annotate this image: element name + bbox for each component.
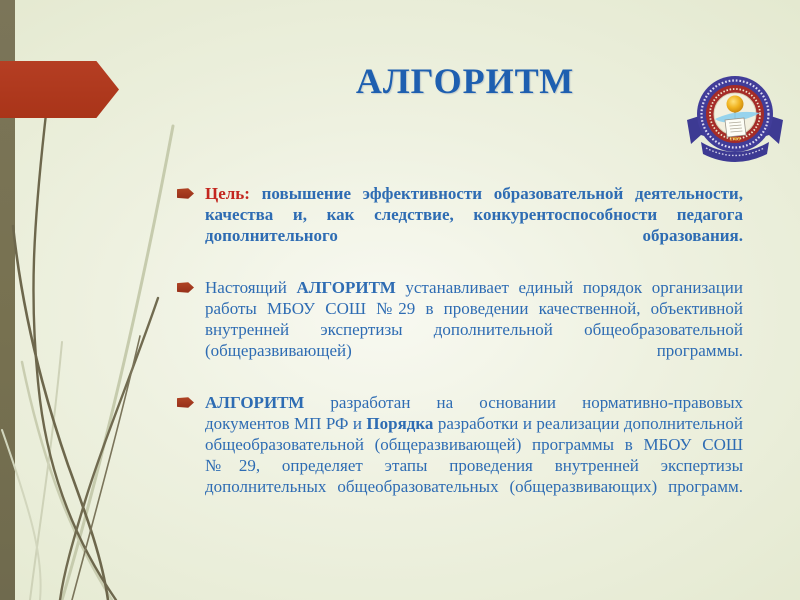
logo-globe-icon xyxy=(727,96,744,113)
slide-title: АЛГОРИТМ xyxy=(355,61,575,101)
text-run: разработан на основании нормативно-правовых документов МП РФ и xyxy=(205,393,743,433)
text-run: Порядка xyxy=(366,414,434,433)
grass-blade-light xyxy=(30,342,62,600)
school-logo xyxy=(684,74,786,168)
slide-body xyxy=(205,183,743,528)
logo-emblem xyxy=(697,76,773,152)
text-run: разработки и реализации дополнительной общеобразовательной (общеразвивающей) программы в МБОУ СОШ №29, определяет этапы проведения внутренней экспертизы дополнительных общеобразовательных (общеразвивающих) программ. xyxy=(205,414,743,496)
text-run: Цель: xyxy=(205,184,262,203)
text-run: АЛГОРИТМ xyxy=(296,278,396,297)
logo-year: 1989 xyxy=(729,136,741,143)
text-run: повышение эффективности образовательной деятельности, качества и, как следствие, конкурентоспособности педагога дополнительного образования. xyxy=(205,184,743,245)
bullet-item xyxy=(205,392,743,518)
bullet-item xyxy=(205,183,743,267)
logo-book-icon xyxy=(725,118,746,137)
grass-blade-dark xyxy=(33,114,116,600)
grass-blade-dark xyxy=(72,336,140,600)
text-run: АЛГОРИТМ xyxy=(205,393,305,412)
grass-blade-light xyxy=(62,126,173,600)
title-arrow-banner-icon xyxy=(0,61,119,118)
text-run: Настоящий xyxy=(205,278,297,297)
text-run: устанавливает единый порядок организации работы МБОУ СОШ №29 в проведении качественной, объективной внутренней экспертизы дополнительной общеобразовательной (общеразвивающей) программы. xyxy=(205,278,743,360)
bullet-list xyxy=(205,183,743,518)
bullet-item xyxy=(205,277,743,382)
grass-blade-dark xyxy=(13,226,108,600)
grass-blade-light xyxy=(2,430,41,600)
